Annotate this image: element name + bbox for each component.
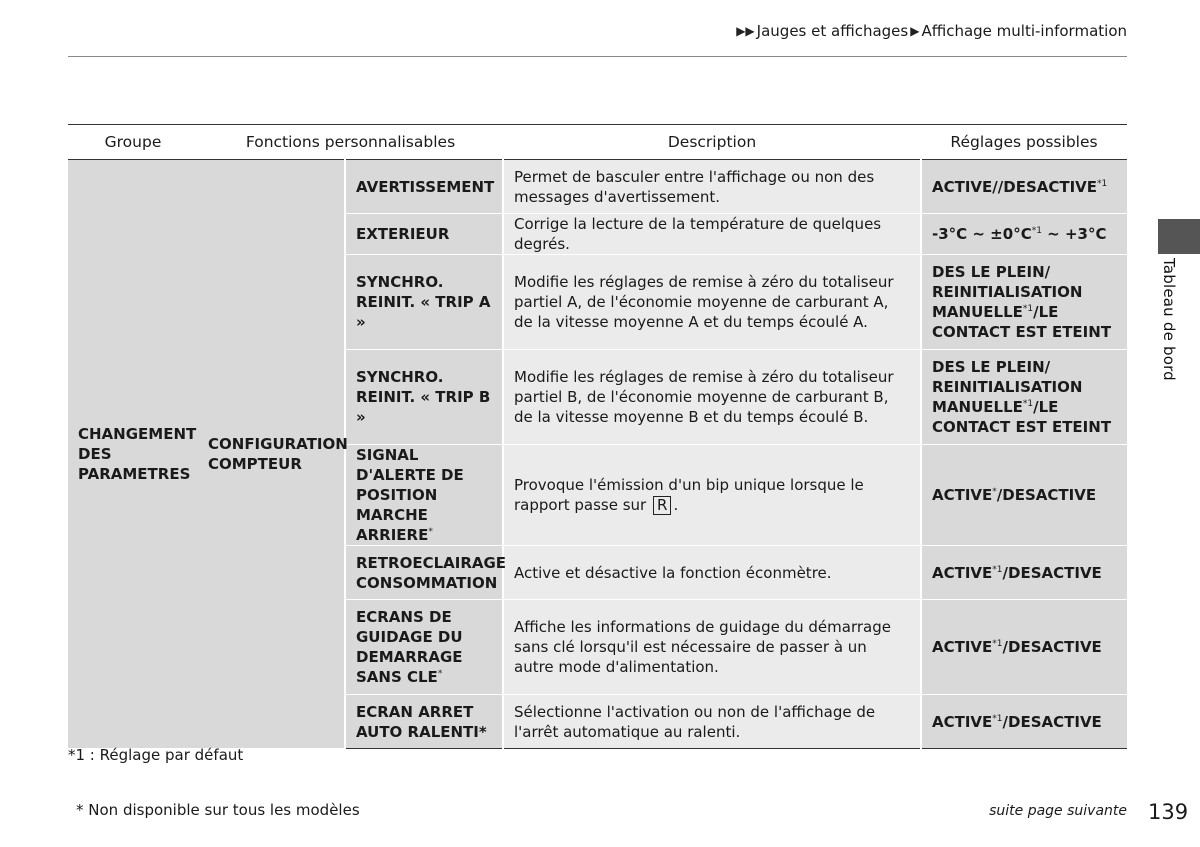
settings-text: /DESACTIVE — [1002, 712, 1102, 731]
settings-cell — [921, 160, 1127, 214]
gear-r-icon: R — [653, 496, 671, 515]
settings-cell — [921, 546, 1127, 600]
settings-cell — [921, 600, 1127, 695]
settings-text: ACTIVE — [932, 638, 993, 656]
double-triangle-icon: ▶▶ — [736, 24, 755, 38]
settings-text: /LE CONTACT EST ETEINT — [932, 398, 1112, 436]
settings-cell — [921, 255, 1127, 350]
function-cell: SYNCHRO. REINIT. « TRIP B » — [345, 350, 503, 445]
description-cell: Corrige la lecture de la température de quelques degrés. — [503, 214, 921, 255]
description-cell — [503, 445, 921, 546]
group-cell: CHANGEMENT DES PARAMETRES — [68, 160, 198, 749]
header-divider — [68, 56, 1127, 57]
table-header-row — [68, 125, 1127, 160]
settings-table — [68, 124, 1127, 749]
section-tab-marker — [1158, 219, 1200, 254]
function-text: ECRANS DE GUIDAGE DU DEMARRAGE SANS CLE — [356, 608, 463, 686]
settings-text: /DESACTIVE — [1002, 638, 1102, 656]
section-label: Tableau de bord — [1160, 258, 1178, 381]
settings-text: ACTIVE — [932, 563, 993, 582]
page-number: 139 — [1148, 800, 1189, 824]
column-header-description: Description — [503, 125, 921, 160]
settings-text: /DESACTIVE — [1002, 563, 1102, 582]
availability-mark: * — [437, 669, 443, 679]
settings-text: ACTIVE — [932, 712, 993, 731]
continued-label: suite page suivante — [989, 803, 1127, 819]
function-cell — [345, 445, 503, 546]
function-cell: RETROECLAIRAGE CONSOMMATION — [345, 546, 503, 600]
column-header-group: Groupe — [68, 125, 198, 160]
settings-text: DES LE PLEIN/ REINITIALISATION MANUELLE — [932, 263, 1083, 321]
settings-text: DES LE PLEIN/ REINITIALISATION MANUELLE — [932, 358, 1083, 416]
default-mark: *1 — [992, 564, 1003, 575]
settings-cell — [921, 445, 1127, 546]
settings-text: ~ +3°C — [1041, 225, 1107, 243]
default-mark: *1 — [992, 713, 1003, 724]
breadcrumb-item-2[interactable]: Affichage multi-information — [921, 22, 1127, 40]
settings-cell — [921, 214, 1127, 255]
settings-text: /LE CONTACT EST ETEINT — [932, 303, 1112, 341]
footnote-default: *1 : Réglage par défaut — [68, 746, 244, 764]
function-text: SIGNAL D'ALERTE DE POSITION MARCHE ARRIERE — [356, 446, 464, 544]
settings-text: ACTIVE//DESACTIVE — [932, 177, 1098, 196]
description-cell: Permet de basculer entre l'affichage ou non des messages d'avertissement. — [503, 160, 921, 214]
description-cell: Sélectionne l'activation ou non de l'affichage de l'arrêt automatique au ralenti. — [503, 695, 921, 749]
default-mark: *1 — [1031, 226, 1042, 236]
function-cell — [345, 600, 503, 695]
breadcrumb-item-1[interactable]: Jauges et affichages — [756, 22, 909, 40]
column-header-functions: Fonctions personnalisables — [198, 125, 503, 160]
breadcrumb — [736, 22, 1127, 40]
triangle-icon: ▶ — [910, 24, 920, 38]
settings-text: ACTIVE — [932, 486, 993, 504]
default-mark: *1 — [992, 639, 1003, 649]
function-cell: ECRAN ARRET AUTO RALENTI* — [345, 695, 503, 749]
description-cell: Active et désactive la fonction éconmètre. — [503, 546, 921, 600]
footnote-availability: * Non disponible sur tous les modèles — [76, 801, 360, 819]
function-cell: EXTERIEUR — [345, 214, 503, 255]
settings-cell — [921, 695, 1127, 749]
settings-cell — [921, 350, 1127, 445]
description-text: . — [673, 496, 679, 514]
description-text: Provoque l'émission d'un bip unique lorsque le rapport passe sur — [514, 476, 864, 514]
settings-text: -3°C ~ ±0°C — [932, 225, 1032, 243]
function-cell: AVERTISSEMENT — [345, 160, 503, 214]
default-mark: *1 — [1097, 178, 1108, 189]
availability-mark: * — [428, 527, 433, 537]
function-cell: SYNCHRO. REINIT. « TRIP A » — [345, 255, 503, 350]
subgroup-cell: CONFIGURATION COMPTEUR — [198, 160, 345, 749]
settings-text: /DESACTIVE — [996, 486, 1097, 504]
default-mark: *1 — [1022, 399, 1034, 409]
description-cell: Modifie les réglages de remise à zéro du totaliseur partiel A, de l'économie moyenne de carburant A, de la vitesse moyenne A et du temps écoulé A. — [503, 255, 921, 350]
table-row — [68, 160, 1127, 214]
availability-mark: * — [992, 487, 997, 497]
description-cell: Modifie les réglages de remise à zéro du totaliseur partiel B, de l'économie moyenne de carburant B, de la vitesse moyenne B et du temps écoulé B. — [503, 350, 921, 445]
column-header-settings: Réglages possibles — [921, 125, 1127, 160]
description-cell: Affiche les informations de guidage du démarrage sans clé lorsqu'il est nécessaire de passer à un autre mode d'alimentation. — [503, 600, 921, 695]
default-mark: *1 — [1022, 304, 1034, 314]
